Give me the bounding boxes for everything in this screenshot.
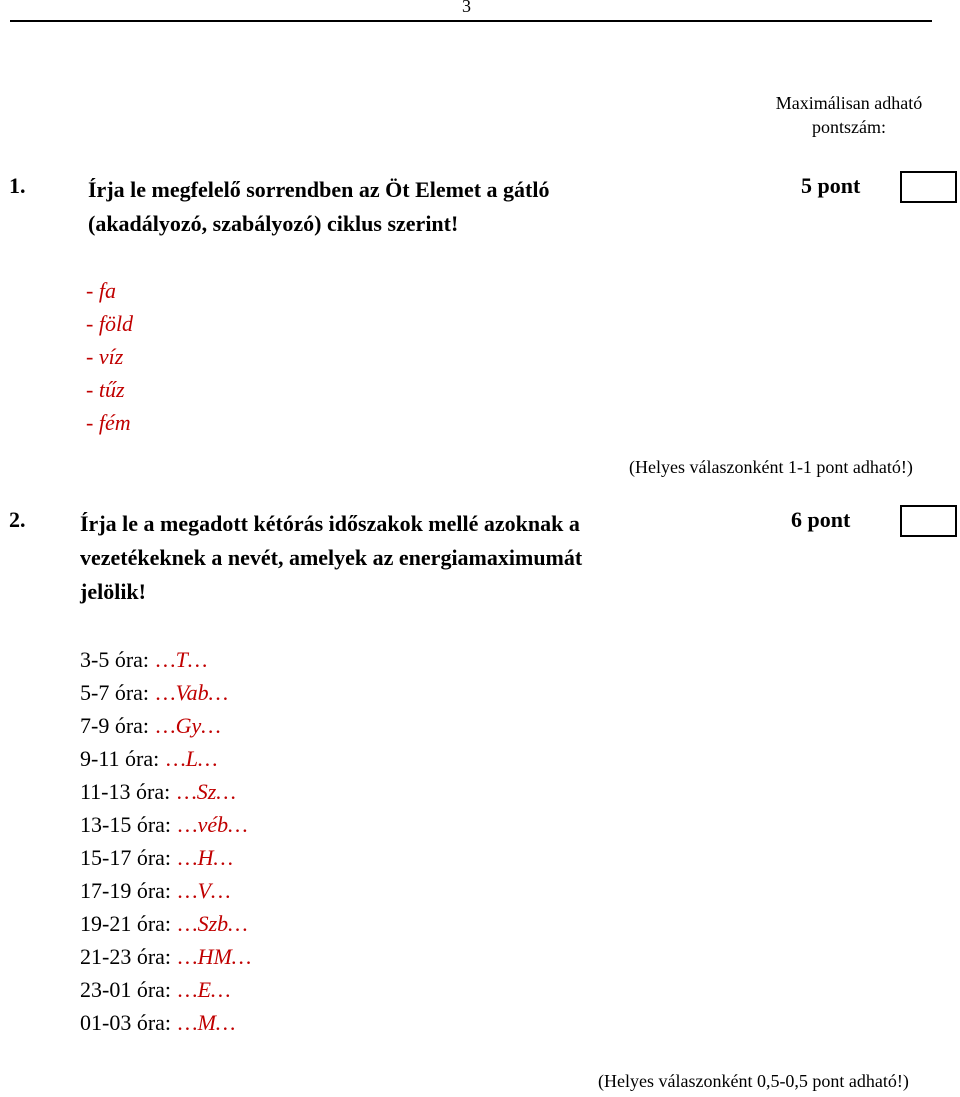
question-1-line-1: Írja le megfelelő sorrendben az Öt Elemet a gátló [88,177,550,202]
question-1-score-box[interactable] [900,171,957,203]
schedule-period: 01-03 óra: [80,1010,172,1035]
schedule-row [80,907,251,940]
question-1-note: (Helyes válaszonként 1-1 pont adható!) [629,457,913,477]
schedule-row [80,841,251,874]
schedule-answer: …HM… [178,944,252,969]
question-2-text [80,507,582,609]
schedule-answer: …véb… [178,812,248,837]
header-rule [10,20,932,22]
schedule-row [80,742,251,775]
schedule-answer: …M… [178,1010,236,1035]
schedule-period: 7-9 óra: [80,713,150,738]
question-1-points: 5 pont [801,173,861,198]
question-2-line-2: vezetékeknek a nevét, amelyek az energiamaximumát [80,545,583,570]
schedule-period: 9-11 óra: [80,746,160,771]
answer-item: - víz [86,344,124,369]
schedule-period: 15-17 óra: [80,845,172,870]
question-1-answers [86,274,133,439]
schedule-period: 17-19 óra: [80,878,172,903]
schedule-row [80,973,251,1006]
question-2-score-box[interactable] [900,505,957,537]
question-2-line-1: Írja le a megadott kétórás időszakok mellé azoknak a [80,511,580,536]
schedule-answer: …Gy… [156,713,221,738]
schedule-answer: …E… [178,977,231,1002]
schedule-answer: …L… [166,746,218,771]
schedule-answer: …Sz… [177,779,236,804]
page-number: 3 [462,0,471,16]
schedule-period: 21-23 óra: [80,944,172,969]
answer-item: - fém [86,410,131,435]
question-2-points: 6 pont [791,507,851,532]
schedule-period: 23-01 óra: [80,977,172,1002]
schedule-period: 5-7 óra: [80,680,150,705]
schedule-answer: …Szb… [178,911,248,936]
question-1-text [88,173,549,241]
question-2-number: 2. [9,507,26,532]
schedule-answer: …H… [178,845,234,870]
schedule-row [80,940,251,973]
max-points-label: Maximálisan adható pontszám: [775,93,923,137]
schedule-answer: …V… [178,878,231,903]
question-2-note: (Helyes válaszonként 0,5-0,5 pont adható!) [598,1071,909,1091]
question-1-number: 1. [9,173,26,198]
schedule-period: 11-13 óra: [80,779,171,804]
answer-item: - föld [86,311,134,336]
schedule-row [80,775,251,808]
schedule-row [80,643,251,676]
schedule-answer: …T… [156,647,208,672]
schedule-period: 13-15 óra: [80,812,172,837]
question-2-line-3: jelölik! [80,579,146,604]
schedule-period: 19-21 óra: [80,911,172,936]
answer-item: - fa [86,278,116,303]
schedule-row [80,1006,251,1039]
schedule-row [80,808,251,841]
question-2-schedule [80,643,251,1039]
schedule-row [80,874,251,907]
question-1-line-2: (akadályozó, szabályozó) ciklus szerint! [88,211,459,236]
schedule-row [80,709,251,742]
answer-item: - tűz [86,377,125,402]
schedule-row [80,676,251,709]
schedule-answer: …Vab… [156,680,229,705]
schedule-period: 3-5 óra: [80,647,150,672]
